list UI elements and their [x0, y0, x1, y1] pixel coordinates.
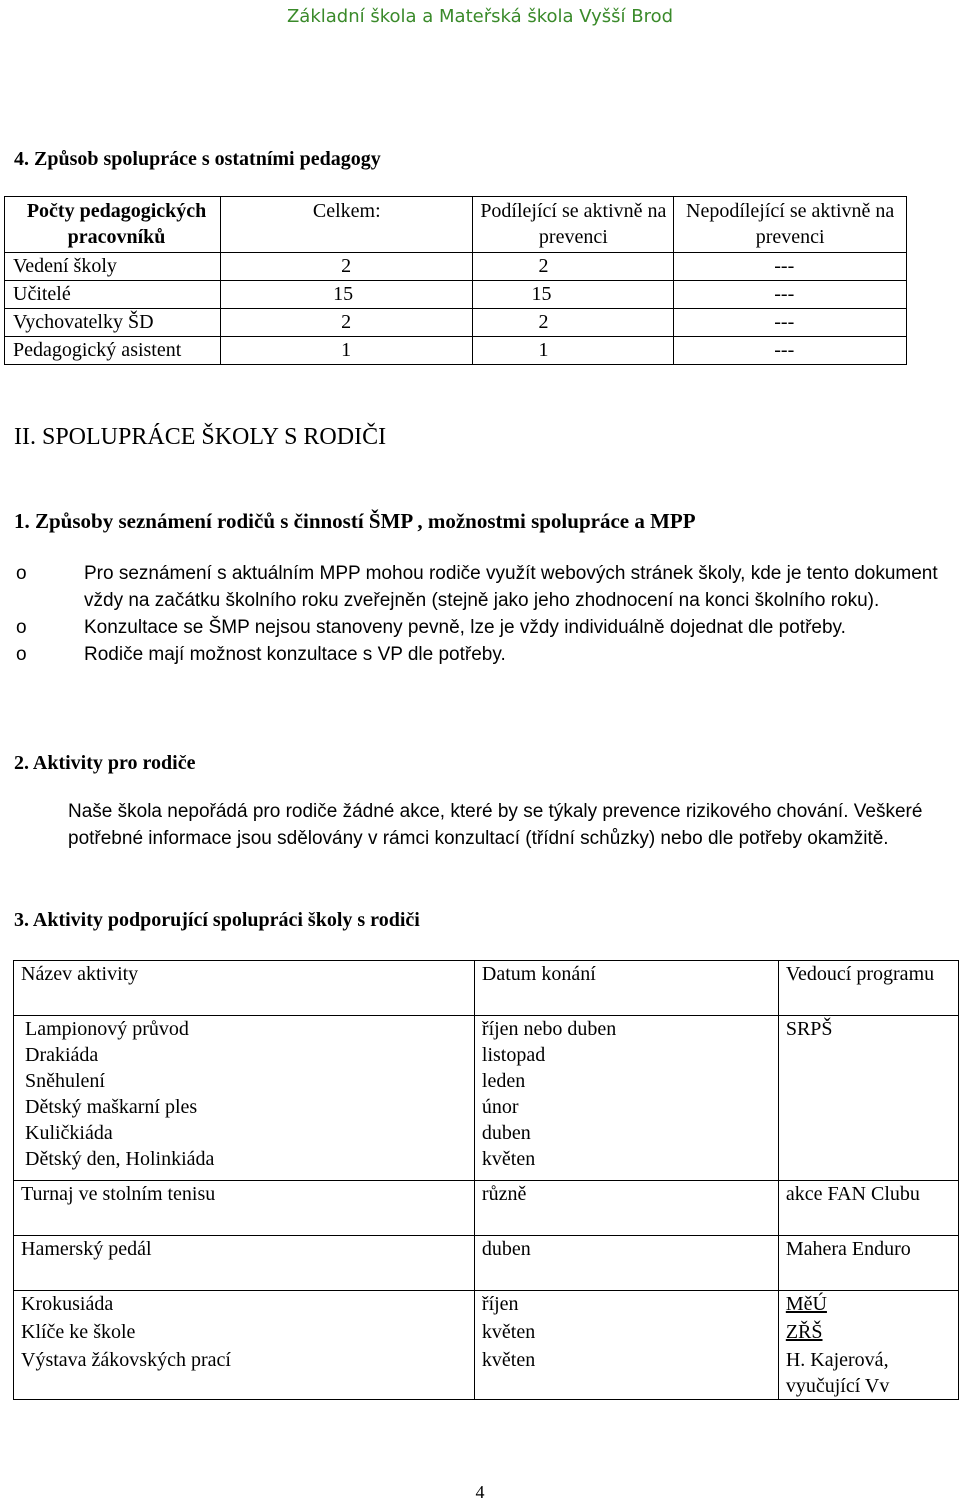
activity-leader: MěÚ: [785, 1293, 827, 1315]
table-cell: Mahera Enduro: [778, 1236, 958, 1291]
table-cell: ---: [674, 281, 907, 309]
table-header-row: [5, 197, 907, 253]
subsection-3-title: 3. Aktivity podporující spolupráci školy s rodiči: [14, 909, 420, 931]
activity-name: Dětský maškarní ples: [25, 1096, 198, 1118]
activity-date: říjen nebo duben: [481, 1018, 617, 1040]
activities-table: [13, 960, 959, 1400]
bullet-marker: o: [16, 563, 27, 584]
table-cell: 1: [473, 337, 674, 365]
subsection-2-text: Naše škola nepořádá pro rodiče žádné akce, které by se týkaly prevence rizikového chování. Veškeré potřebné informace jsou sdělovány v rámci konzultací (třídní schůzky) nebo dle potřeby okamžitě.: [68, 801, 923, 849]
table-cell: 1: [221, 337, 473, 365]
dates-cell: [474, 1291, 778, 1400]
header-cell: Datum konání: [474, 961, 778, 1016]
header-cell: Počty pedagogických pracovníků: [5, 197, 221, 253]
activity-leader: ZŘŠ: [785, 1321, 823, 1343]
bullet-text: Konzultace se ŠMP nejsou stanoveny pevně, lze je vždy individuálně dojednat dle potřeby.: [84, 617, 846, 638]
activity-name: Lampionový průvod: [25, 1018, 189, 1040]
table-row: [5, 253, 907, 281]
activity-date: listopad: [481, 1044, 546, 1066]
activity-name: Sněhulení: [25, 1070, 105, 1092]
table-cell: Učitelé: [5, 281, 221, 309]
table-cell: ---: [674, 253, 907, 281]
table-cell: 15: [221, 281, 473, 309]
activity-name: Dětský den, Holinkiáda: [25, 1148, 215, 1170]
activity-leader: SRPŠ: [785, 1018, 833, 1040]
activity-date: říjen: [481, 1293, 519, 1315]
activity-date: leden: [481, 1070, 526, 1092]
table-cell: 2: [221, 253, 473, 281]
header-cell: Celkem:: [221, 197, 473, 253]
table-cell: Hamerský pedál: [14, 1236, 475, 1291]
table-row: [14, 1291, 959, 1400]
table-cell: různě: [474, 1181, 778, 1236]
dates-cell: [474, 1016, 778, 1181]
activity-date: květen: [481, 1148, 536, 1170]
header-cell: Nepodílející se aktivně na prevenci: [674, 197, 907, 253]
staff-table: [4, 196, 907, 365]
header-cell: Název aktivity: [14, 961, 475, 1016]
table-cell: Vedení školy: [5, 253, 221, 281]
activities-cell: [14, 1016, 475, 1181]
activity-date: květen: [481, 1349, 536, 1371]
table-cell: 2: [221, 309, 473, 337]
activity-leader: H. Kajerová, vyučující Vv: [785, 1349, 890, 1397]
header-cell: Podílející se aktivně na prevenci: [473, 197, 674, 253]
page-header: Základní škola a Mateřská škola Vyšší Brod: [286, 6, 674, 27]
list-item: [16, 614, 951, 641]
leader-cell: [778, 1016, 958, 1181]
bullet-marker: o: [16, 617, 27, 638]
activity-name: Drakiáda: [25, 1044, 99, 1066]
table-row: [5, 309, 907, 337]
activity-name: Klíče ke škole: [21, 1321, 136, 1343]
list-item: [16, 641, 951, 668]
table-row: [14, 1236, 959, 1291]
table-cell: Pedagogický asistent: [5, 337, 221, 365]
activities-cell: [14, 1291, 475, 1400]
table-row: [14, 1181, 959, 1236]
bullet-marker: o: [16, 644, 27, 665]
subsection-2-title: 2. Aktivity pro rodiče: [14, 752, 196, 774]
section-4-title: 4. Způsob spolupráce s ostatními pedagogy: [14, 148, 381, 170]
subsection-1-title: 1. Způsoby seznámení rodičů s činností ŠMP , možnostmi spolupráce a MPP: [14, 509, 696, 533]
table-row: [14, 1016, 959, 1181]
activity-date: duben: [481, 1122, 531, 1144]
table-cell: 2: [473, 253, 674, 281]
table-cell: ---: [674, 309, 907, 337]
activity-name: Krokusiáda: [21, 1293, 114, 1315]
bullet-list: [16, 560, 951, 668]
activity-name: Kuličkiáda: [25, 1122, 113, 1144]
table-row: [5, 281, 907, 309]
bullet-text: Rodiče mají možnost konzultace s VP dle potřeby.: [84, 644, 506, 665]
bullet-text: Pro seznámení s aktuálním MPP mohou rodiče využít webových stránek školy, kde je tento dokument vždy na začátku školního roku zveřejněn (stejně jako jeho zhodnocení na konci školního roku).: [84, 563, 938, 611]
leaders-cell: [778, 1291, 958, 1400]
table-header-row: [14, 961, 959, 1016]
header-cell: Vedoucí programu: [778, 961, 958, 1016]
table-cell: akce FAN Clubu: [778, 1181, 958, 1236]
page-number: 4: [475, 1482, 485, 1502]
table-cell: duben: [474, 1236, 778, 1291]
table-row: [5, 337, 907, 365]
table-cell: Vychovatelky ŠD: [5, 309, 221, 337]
list-item: [16, 560, 951, 614]
section-ii-title: II. SPOLUPRÁCE ŠKOLY S RODIČI: [14, 424, 387, 450]
table-cell: 15: [473, 281, 674, 309]
table-cell: 2: [473, 309, 674, 337]
table-cell: Turnaj ve stolním tenisu: [14, 1181, 475, 1236]
activity-date: únor: [481, 1096, 519, 1118]
activity-date: květen: [481, 1321, 536, 1343]
table-cell: ---: [674, 337, 907, 365]
activity-name: Výstava žákovských prací: [21, 1349, 231, 1371]
